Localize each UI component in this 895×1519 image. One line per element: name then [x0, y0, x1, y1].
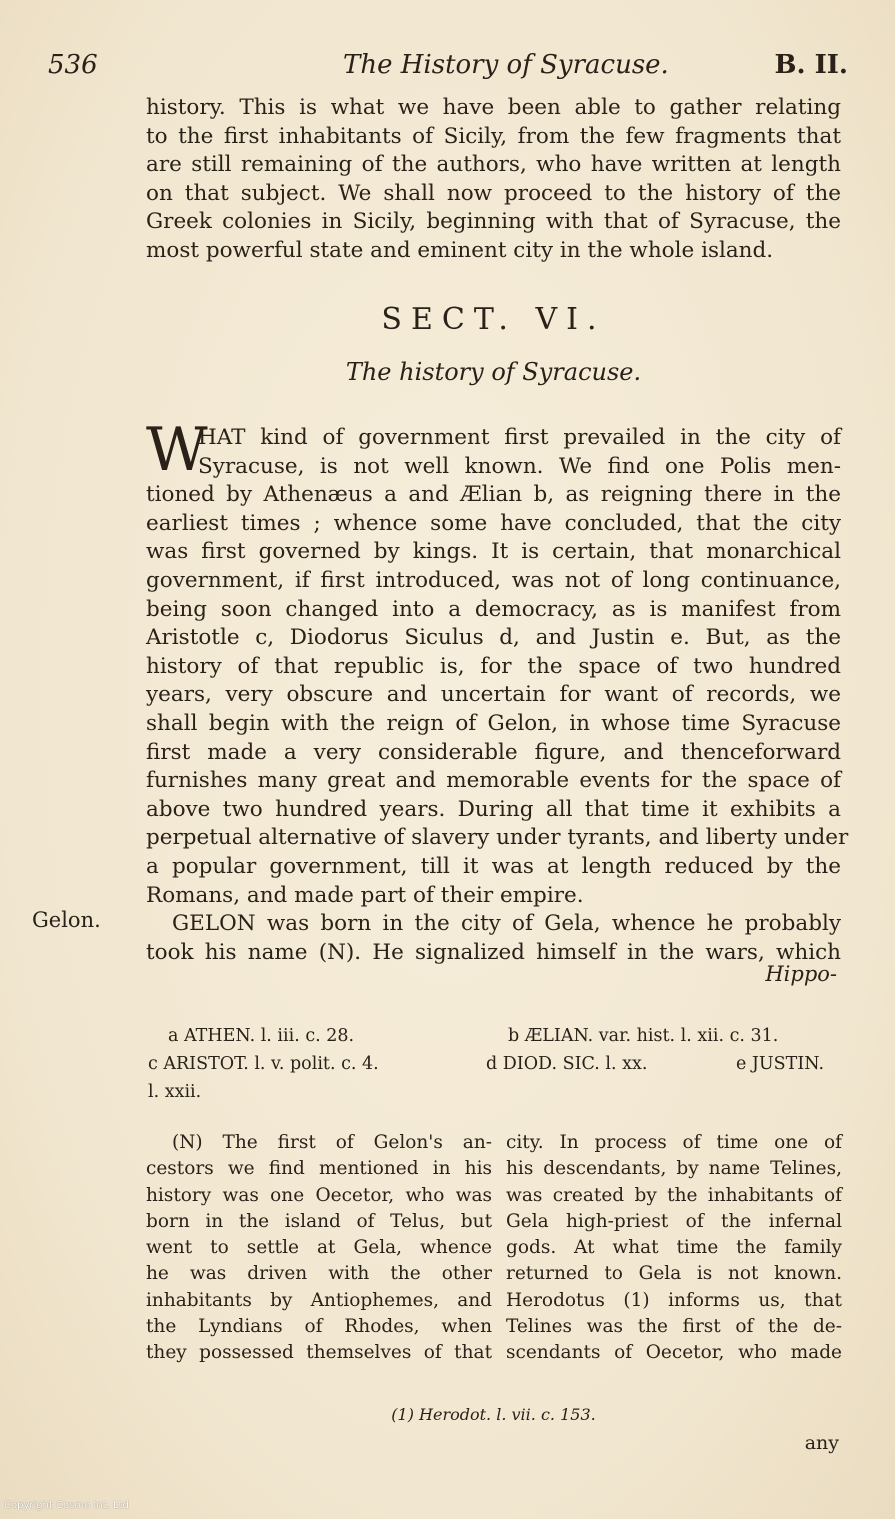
- text-line: shall begin with the reign of Gelon, in whose time Syracuse: [146, 710, 841, 736]
- section-subtitle: The history of Syracuse.: [345, 358, 642, 386]
- bottom-footnote: (1) Herodot. l. vii. c. 153.: [391, 1405, 596, 1424]
- text-line: scendants of Oecetor, who made: [506, 1342, 842, 1364]
- note-N-right-column: [506, 1130, 842, 1367]
- bottom-catchword: any: [804, 1432, 839, 1454]
- text-line: gods. At what time the family: [506, 1237, 842, 1259]
- text-line: to the first inhabitants of Sicily, from the few fragments that: [146, 123, 841, 149]
- text-line: HAT kind of government first prevailed in the city of: [198, 425, 841, 450]
- text-line: above two hundred years. During all that time it exhibits a: [146, 796, 841, 822]
- footnote-a: a ATHEN. l. iii. c. 28.: [168, 1026, 355, 1046]
- text-line: returned to Gela is not known.: [506, 1263, 842, 1285]
- book-number: B. II.: [774, 50, 848, 80]
- text-line: most powerful state and eminent city in the whole island.: [146, 237, 774, 263]
- text-line: on that subject. We shall now proceed to the history of the: [146, 180, 841, 206]
- text-line: cestors we find mentioned in his: [146, 1158, 492, 1180]
- text-line: Romans, and made part of their empire.: [146, 882, 584, 908]
- text-line: government, if first introduced, was not of long continuance,: [146, 567, 841, 593]
- text-line: history. This is what we have been able to gather relating: [146, 95, 841, 120]
- text-line: they possessed themselves of that: [146, 1342, 492, 1364]
- footnote-c: c ARISTOT. l. v. polit. c. 4.: [148, 1054, 379, 1074]
- intro-paragraph: [146, 94, 841, 266]
- text-line: being soon changed into a democracy, as is manifest from: [146, 596, 841, 622]
- text-line: went to settle at Gela, whence: [146, 1237, 492, 1259]
- text-line: perpetual alternative of slavery under tyrants, and liberty under: [146, 825, 849, 851]
- text-line: are still remaining of the authors, who have written at length: [146, 152, 841, 178]
- text-line: he was driven with the other: [146, 1263, 492, 1285]
- text-line: the Lyndians of Rhodes, when: [146, 1316, 492, 1338]
- text-line: was first governed by kings. It is certain, that monarchical: [146, 539, 841, 565]
- footnote-continuation: l. xxii.: [148, 1082, 202, 1102]
- text-line: Gela high-priest of the infernal: [506, 1210, 842, 1232]
- text-line: his descendants, by name Telines,: [506, 1158, 842, 1180]
- text-line: earliest times ; whence some have concluded, that the city: [146, 510, 841, 536]
- text-line: Greek colonies in Sicily, beginning with that of Syracuse, the: [146, 209, 841, 235]
- running-title: The History of Syracuse.: [343, 50, 669, 80]
- section-heading: SECT. VI.: [381, 302, 606, 337]
- text-line: a popular government, till it was at length reduced by the: [146, 853, 841, 879]
- note-N-left-column: [146, 1130, 492, 1367]
- text-line: was created by the inhabitants of: [506, 1184, 842, 1206]
- text-line: history of that republic is, for the space of two hundred: [146, 653, 841, 679]
- catchword: Hippo-: [765, 962, 837, 986]
- running-header: [48, 50, 848, 90]
- text-line: Telines was the first of the de-: [506, 1316, 842, 1338]
- text-line: GELON was born in the city of Gela, whence he probably: [172, 911, 841, 937]
- copyright-watermark: Copyright Cosmo Int. Ltd: [4, 1500, 129, 1511]
- margin-note: Gelon.: [32, 908, 101, 932]
- text-line: Syracuse, is not well known. We find one Polis men-: [198, 453, 841, 479]
- page-number: 536: [48, 50, 98, 80]
- footnote-b: b ÆLIAN. var. hist. l. xii. c. 31.: [508, 1026, 779, 1046]
- text-line: born in the island of Telus, but: [146, 1210, 492, 1232]
- text-line: took his name (N). He signalized himself in the wars, which: [146, 939, 841, 965]
- footnote-d: d DIOD. SIC. l. xx.: [486, 1054, 648, 1074]
- text-line: city. In process of time one of: [506, 1132, 842, 1153]
- main-paragraph: [146, 424, 849, 967]
- text-line: inhabitants by Antiophemes, and: [146, 1289, 492, 1311]
- text-line: furnishes many great and memorable events for the space of: [146, 768, 841, 794]
- drop-cap: W: [146, 415, 208, 485]
- text-line: (N) The first of Gelon's an-: [172, 1132, 492, 1153]
- text-line: first made a very considerable figure, and thenceforward: [146, 739, 841, 765]
- text-line: tioned by Athenæus a and Ælian b, as reigning there in the: [146, 482, 841, 508]
- text-line: years, very obscure and uncertain for want of records, we: [146, 682, 841, 708]
- text-line: history was one Oecetor, who was: [146, 1184, 492, 1206]
- footnote-e: e JUSTIN.: [736, 1054, 825, 1074]
- text-line: Aristotle c, Diodorus Siculus d, and Justin e. But, as the: [146, 625, 841, 651]
- text-line: Herodotus (1) informs us, that: [506, 1289, 842, 1311]
